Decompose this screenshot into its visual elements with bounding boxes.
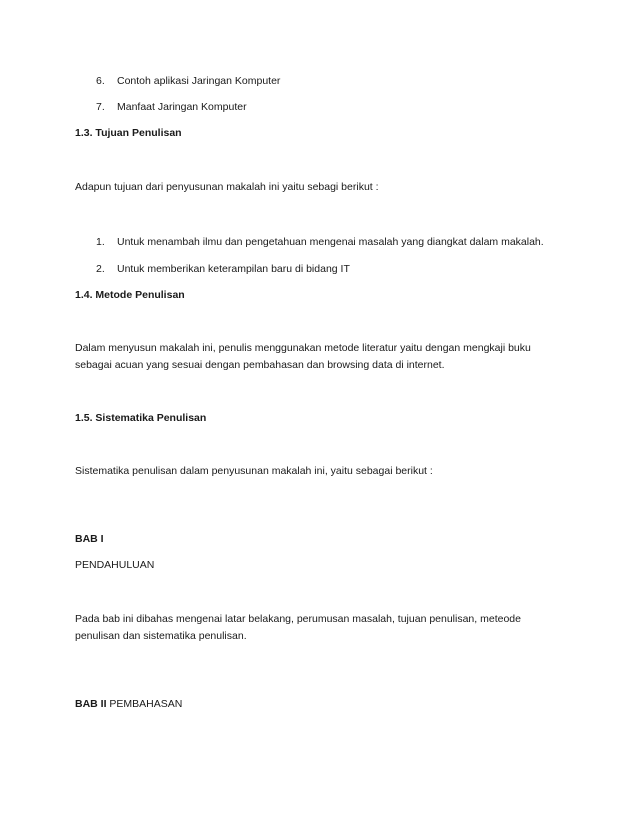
list-number: 1.	[96, 236, 105, 248]
chapter-label: BAB II	[75, 698, 107, 710]
section-heading: 1.5. Sistematika Penulisan	[75, 412, 207, 424]
section-heading: 1.3. Tujuan Penulisan	[75, 127, 182, 139]
list-number: 2.	[96, 263, 105, 275]
chapter-label: BAB I	[75, 533, 104, 545]
list-item	[96, 263, 350, 276]
paragraph-line: Pada bab ini dibahas mengenai latar belakang, perumusan masalah, tujuan penulisan, meteode	[75, 613, 521, 625]
chapter-heading	[75, 698, 182, 711]
list-number: 6.	[96, 75, 105, 87]
list-item	[96, 236, 544, 249]
paragraph-line: Dalam menyusun makalah ini, penulis menggunakan metode literatur yaitu dengan mengkaji buku	[75, 342, 531, 354]
list-text: Untuk memberikan keterampilan baru di bidang IT	[117, 263, 350, 275]
paragraph: Sistematika penulisan dalam penyusunan makalah ini, yaitu sebagai berikut :	[75, 465, 433, 477]
paragraph: Adapun tujuan dari penyusunan makalah ini yaitu sebagi berikut :	[75, 181, 379, 193]
section-heading: 1.4. Metode Penulisan	[75, 289, 185, 301]
paragraph-line: sebagai acuan yang sesuai dengan pembahasan dan browsing data di internet.	[75, 359, 445, 371]
list-item	[96, 75, 280, 88]
chapter-title: PENDAHULUAN	[75, 559, 155, 571]
list-text: Contoh aplikasi Jaringan Komputer	[117, 75, 281, 87]
list-text: Untuk menambah ilmu dan pengetahuan mengenai masalah yang diangkat dalam makalah.	[117, 236, 544, 248]
list-text: Manfaat Jaringan Komputer	[117, 101, 247, 113]
chapter-title: PEMBAHASAN	[109, 698, 183, 710]
list-item	[96, 101, 247, 114]
list-number: 7.	[96, 101, 105, 113]
paragraph-line: penulisan dan sistematika penulisan.	[75, 630, 247, 642]
